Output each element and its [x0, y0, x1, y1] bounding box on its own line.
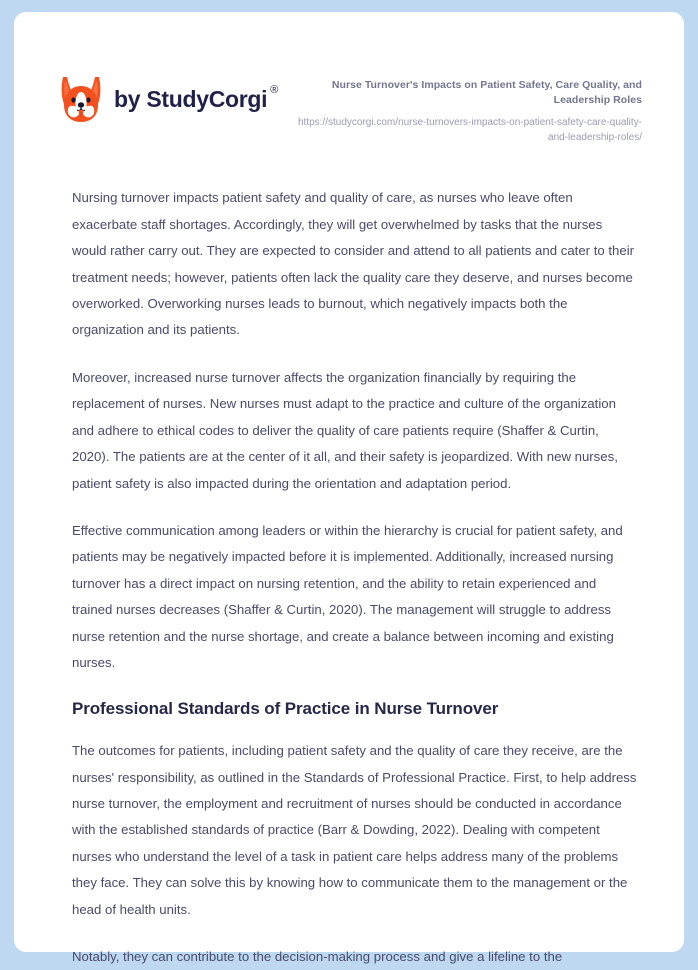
registered-trademark-icon: ® [270, 83, 279, 96]
document-body [14, 185, 684, 970]
corgi-face-icon [58, 74, 104, 124]
document-title: Nurse Turnover's Impacts on Patient Safety, Care Quality, and Leadership Roles [331, 79, 642, 107]
paragraph: The outcomes for patients, including patient safety and the quality of care they receive, are the nurses' responsibility, as outlined in the Standards of Professional Practice. First, to help address nurse turnover, the employment and recruitment of nurses should be conducted in accordance with the established standards of practice (Barr & Dowding, 2022). Dealing with competent nurses who understand the level of a task in patient care helps address many of the problems they face. They can solve this by knowing how to communicate them to the management or the head of health units. [72, 743, 637, 917]
document-source-url[interactable]: https://studycorgi.com/nurse-turnovers-impacts-on-patient-safety-care-quality-and-leadership-roles/ [297, 117, 642, 144]
paragraph: Effective communication among leaders or within the hierarchy is crucial for patient safety, and patients may be negatively impacted before it is implemented. Additionally, increased nursing turnover has a direct impact on nursing retention, and the ability to retain experienced and trained nurses decreases (Shaffer & Curtin, 2020). The management will struggle to address nurse retention and the nurse shortage, and create a balance between incoming and existing nurses. [72, 522, 623, 670]
paragraph: Moreover, increased nurse turnover affects the organization financially by requiring the replacement of nurses. New nurses must adapt to the practice and culture of the organization and adhere to ethical codes to deliver the quality of care patients require (Shaffer & Curtin, 2020). The patients are at the center of it all, and their safety is jeopardized. With new nurses, patient safety is also impacted during the orientation and adaptation period. [72, 369, 618, 491]
document-header-meta [292, 70, 642, 145]
section-heading: Professional Standards of Practice in Nurse Turnover [72, 699, 499, 719]
studycorgi-brand [58, 70, 278, 124]
brand-wordmark [114, 83, 279, 112]
document-page-sheet [14, 12, 684, 964]
paragraph: Notably, they can contribute to the decision-making process and give a lifeline to the [72, 948, 563, 964]
brand-wordmark-text: by StudyCorgi [114, 85, 268, 112]
paragraph: Nursing turnover impacts patient safety and quality of care, as nurses who leave often exacerbate staff shortages. Accordingly, they will get overwhelmed by tasks that the nurses would rather carry out. They are expected to consider and attend to all patients and cater to their treatment needs; however, patients often lack the quality care they deserve, and nurses become overworked. Overworking nurses leads to burnout, which negatively impacts both the organization and its patients. [72, 190, 635, 338]
document-header [14, 12, 684, 145]
